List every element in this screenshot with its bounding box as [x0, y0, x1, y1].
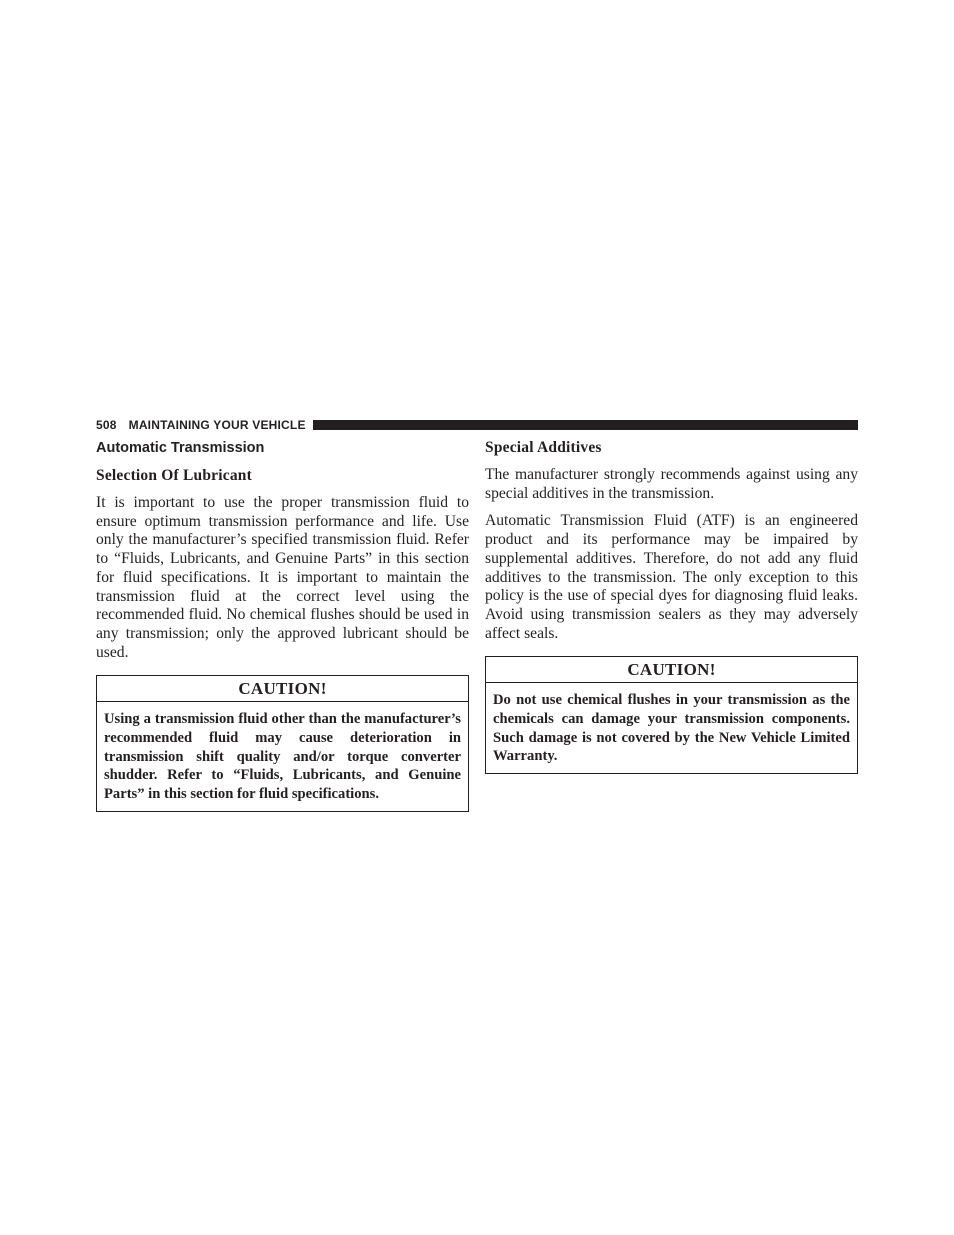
caution-box-flushes [485, 656, 858, 774]
lubricant-paragraph: It is important to use the proper transmission fluid to ensure optimum transmission performance and life. Use only the manufacturer’s specified transmission fluid. Refer to “Fluids, Lubricants, and Genuine Parts” in this section for fluid specifications. It is important to maintain the transmission fluid at the correct level using the recommended fluid. No chemical flushes should be used in any transmission; only the approved lubricant should be used. [96, 494, 469, 661]
caution-title: CAUTION! [97, 676, 468, 702]
caution-title: CAUTION! [486, 657, 857, 683]
automatic-transmission-heading: Automatic Transmission [96, 440, 265, 456]
page-number: 508 [96, 418, 117, 432]
caution-text: Do not use chemical flushes in your transmission as the chemicals can damage your transmission components. Such damage is not covered by the New Vehicle Limited Warranty. [493, 692, 850, 765]
header-rule-bar [313, 420, 858, 430]
selection-of-lubricant-heading: Selection Of Lubricant [96, 467, 252, 484]
page-header [96, 417, 858, 433]
additives-paragraph-1: The manufacturer strongly recommends against using any special additives in the transmission. [485, 466, 858, 502]
caution-box-lubricant [96, 675, 469, 812]
left-column [96, 438, 469, 812]
caution-text: Using a transmission fluid other than the manufacturer’s recommended fluid may cause deterioration in transmission shift quality and/or torque converter shudder. Refer to “Fluids, Lubricants, and Genuine Parts” in this section for fluid specifications. [104, 711, 461, 803]
section-title: MAINTAINING YOUR VEHICLE [128, 418, 306, 432]
additives-paragraph-2: Automatic Transmission Fluid (ATF) is an engineered product and its performance may be impaired by supplemental additives. Therefore, do not add any fluid additives to the transmission. The only exception to this policy is the use of special dyes for diagnosing fluid leaks. Avoid using transmission sealers as they may adversely affect seals. [485, 512, 858, 642]
right-column [485, 438, 858, 774]
special-additives-heading: Special Additives [485, 439, 602, 456]
